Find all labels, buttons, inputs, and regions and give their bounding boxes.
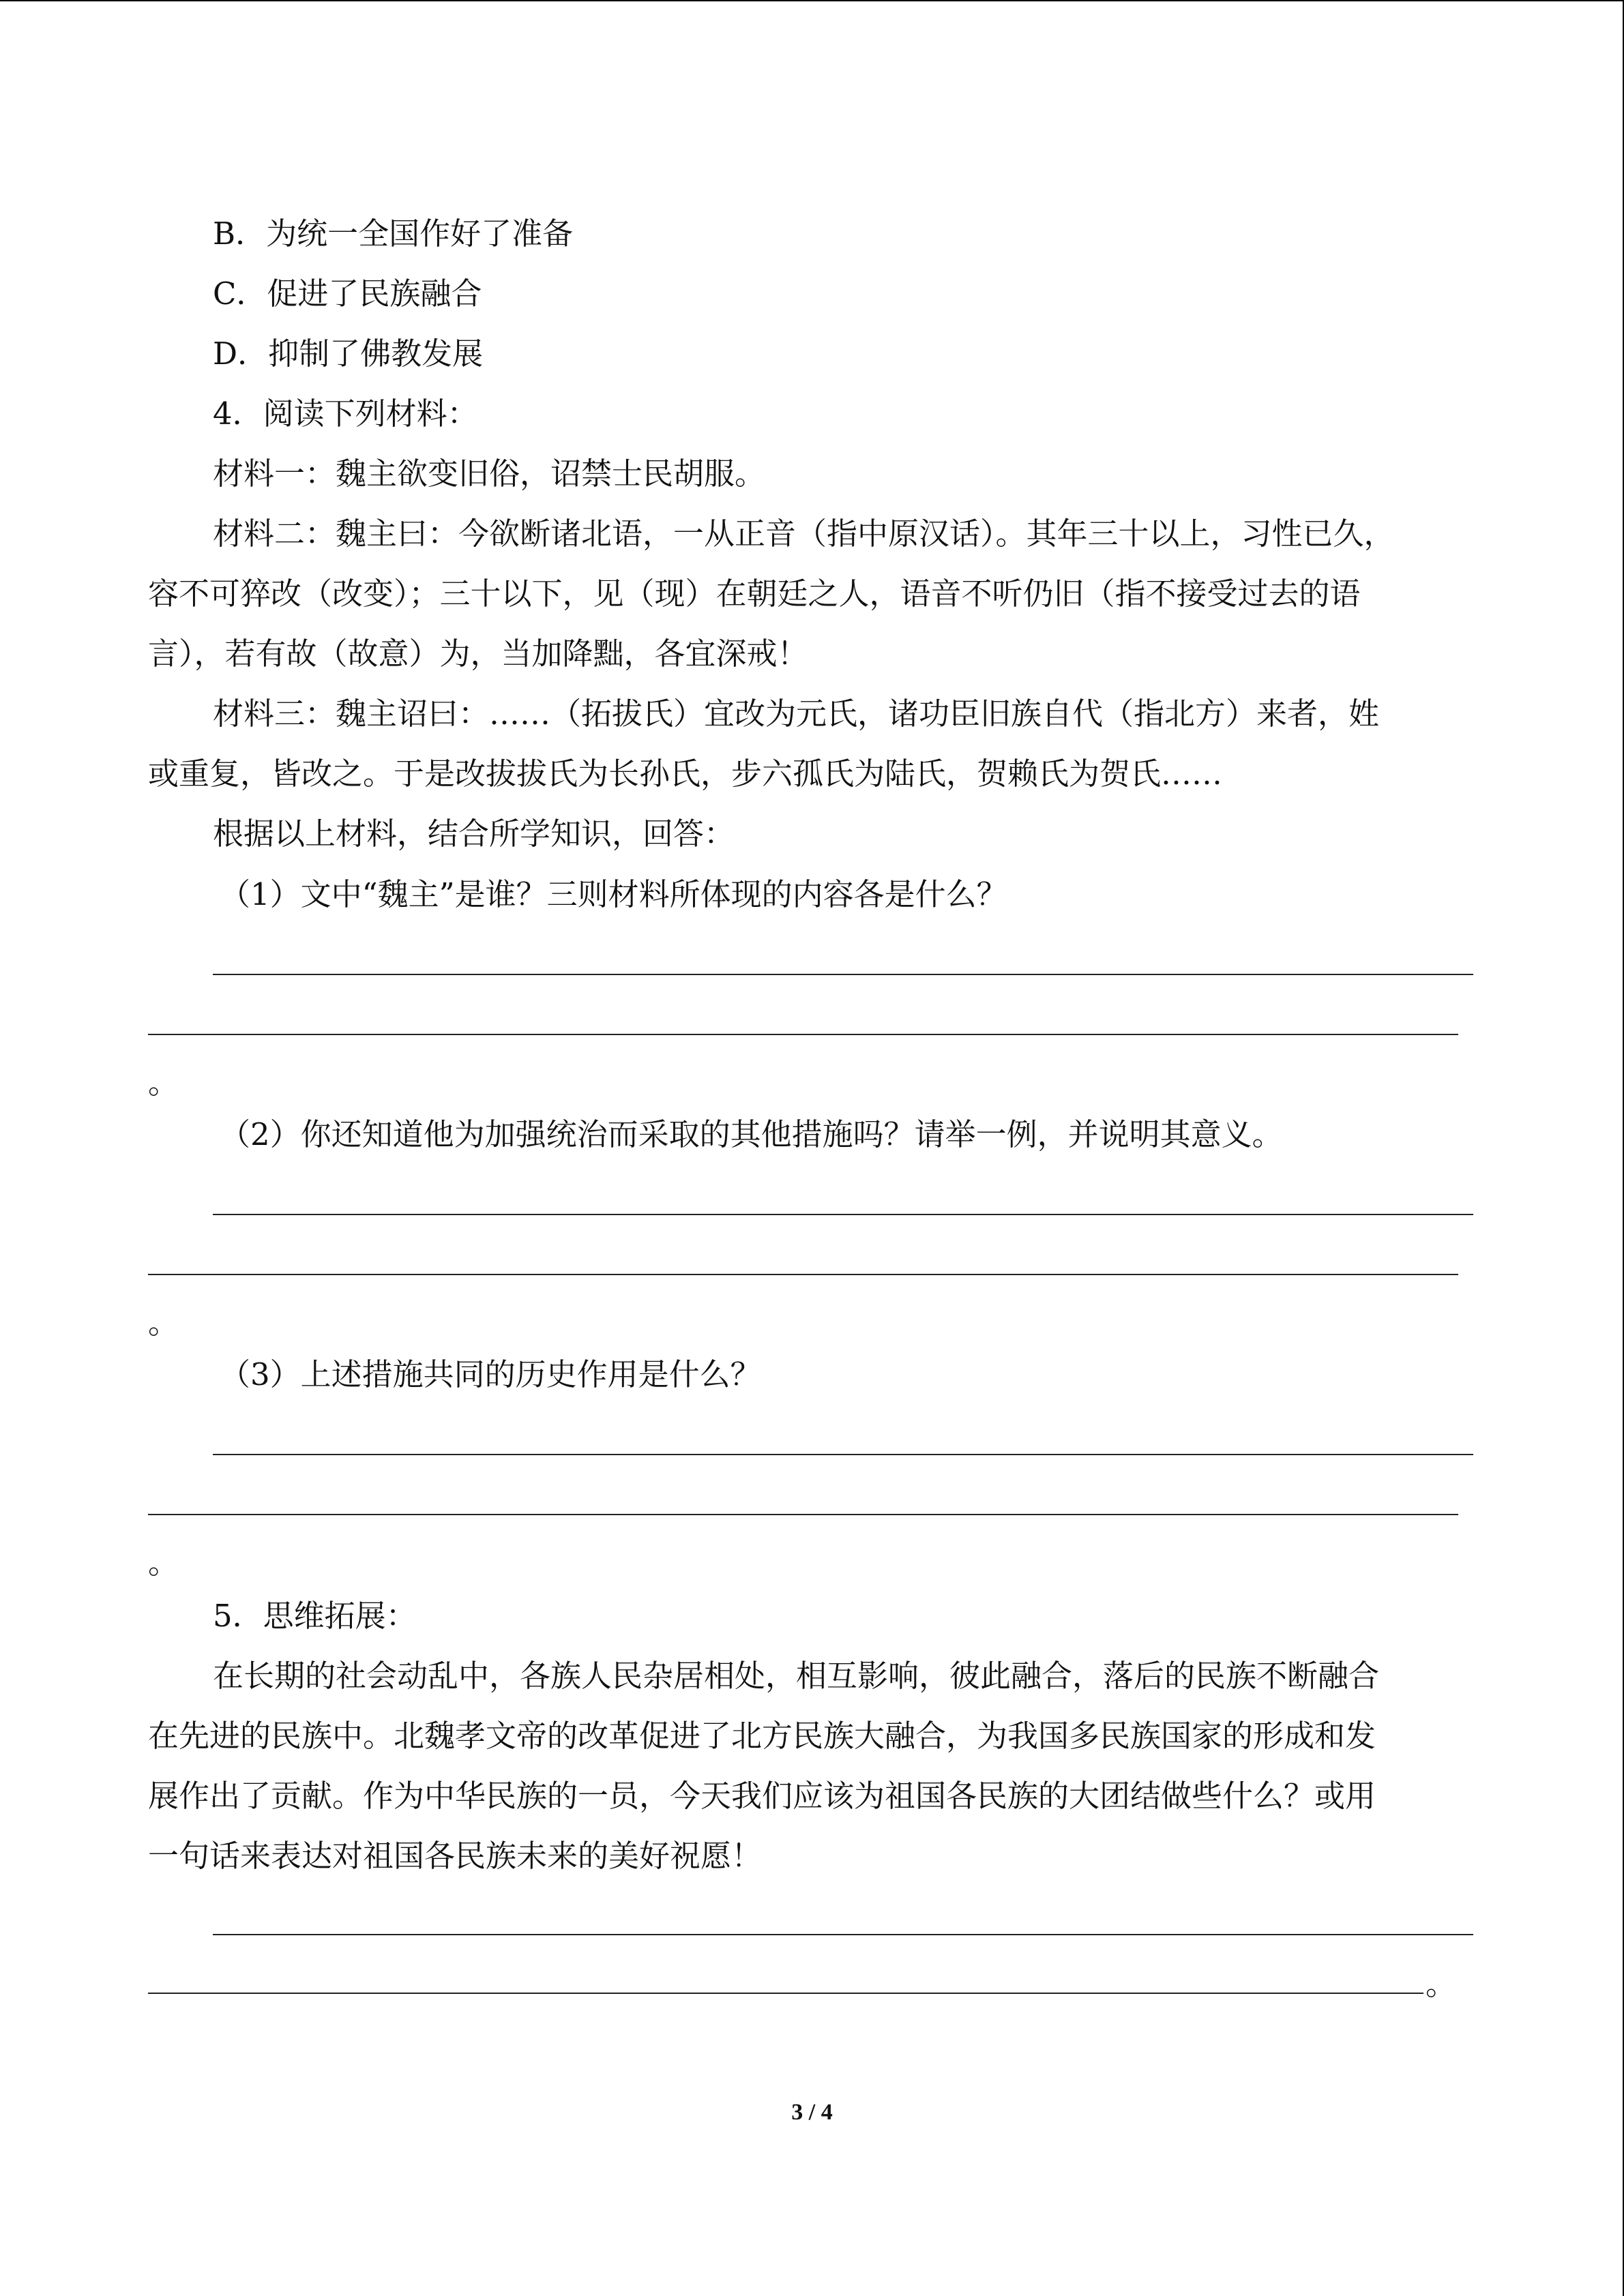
answer-line-5b[interactable]	[148, 1993, 1423, 1994]
page-number: 3 / 4	[791, 2100, 833, 2125]
question-4-prompt: 根据以上材料，结合所学知识，回答：	[213, 816, 735, 852]
answer-line-3a[interactable]	[213, 1454, 1473, 1455]
answer-2-end-mark: 。	[148, 1304, 179, 1341]
sub-question-3: （3）上述措施共同的历史作用是什么？	[220, 1356, 761, 1392]
question-5-body-line-2: 在先进的民族中。北魏孝文帝的改革促进了北方民族大融合，为我国多民族国家的形成和发	[148, 1718, 1376, 1754]
question-5-body-line-4: 一句话来表达对祖国各民族未来的美好祝愿！	[148, 1838, 763, 1874]
option-d: D．抑制了佛教发展	[213, 336, 484, 372]
question-4-title: 4．阅读下列材料：	[213, 396, 478, 432]
option-b: B．为统一全国作好了准备	[213, 215, 574, 252]
answer-line-1b[interactable]	[148, 1034, 1458, 1035]
answer-line-2a[interactable]	[213, 1214, 1473, 1215]
sub-question-1: （1）文中“魏主”是谁？三则材料所体现的内容各是什么？	[220, 876, 1007, 912]
answer-line-3b[interactable]	[148, 1514, 1458, 1515]
material-2-line-1: 材料二：魏主曰：今欲断诸北语，一从正音（指中原汉话）。其年三十以上，习性已久，	[213, 516, 1395, 552]
option-c: C．促进了民族融合	[213, 275, 482, 312]
material-3-line-1: 材料三：魏主诏曰：……（拓拔氏）宜改为元氏，诸功臣旧族自代（指北方）来者，姓	[213, 696, 1380, 732]
answer-3-end-mark: 。	[148, 1545, 179, 1581]
answer-line-1a[interactable]	[213, 974, 1473, 975]
answer-1-end-mark: 。	[148, 1064, 179, 1101]
answer-line-5a[interactable]	[213, 1934, 1473, 1935]
material-1: 材料一：魏主欲变旧俗，诏禁士民胡服。	[213, 456, 766, 492]
answer-5-end-mark: 。	[1426, 1966, 1457, 2002]
question-5-body-line-1: 在长期的社会动乱中，各族人民杂居相处，相互影响，彼此融合，落后的民族不断融合	[213, 1658, 1380, 1694]
question-5-body-line-3: 展作出了贡献。作为中华民族的一员，今天我们应该为祖国各民族的大团结做些什么？或用	[148, 1778, 1376, 1814]
answer-line-2b[interactable]	[148, 1274, 1458, 1275]
question-5-title: 5．思维拓展：	[213, 1598, 417, 1634]
sub-question-2: （2）你还知道他为加强统治而采取的其他措施吗？请举一例，并说明其意义。	[220, 1116, 1283, 1152]
material-2-line-3: 言），若有故（故意）为，当加降黜，各宜深戒！	[148, 636, 808, 672]
material-3-line-2: 或重复，皆改之。于是改拔拔氏为长孙氏，步六孤氏为陆氏，贺赖氏为贺氏……	[148, 756, 1223, 792]
material-2-line-2: 容不可猝改（改变）；三十以下，见（现）在朝廷之人，语音不听仍旧（指不接受过去的语	[148, 576, 1361, 612]
